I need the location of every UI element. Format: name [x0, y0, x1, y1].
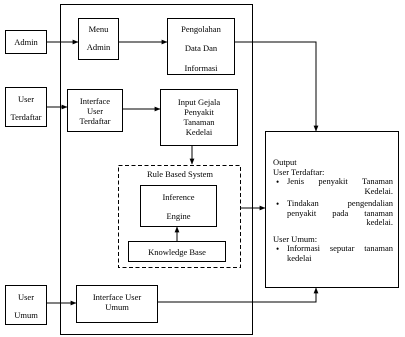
node-inference-line1: Inference — [162, 192, 195, 202]
node-pengolahan-line2: Data Dan — [184, 43, 218, 53]
node-input-gejala-line1: Input Gejala — [177, 97, 221, 107]
node-menu-admin-line2: Admin — [86, 42, 111, 52]
node-input-gejala-line4: Kedelai — [185, 127, 213, 137]
node-menu-admin — [78, 18, 119, 60]
output-item-text: • Jenis penyakit Tanaman — [287, 176, 393, 186]
actor-user-umum — [5, 285, 47, 325]
node-interface-terdaftar-line1: Interface — [79, 96, 111, 106]
output-item-text: kedelai — [287, 252, 312, 263]
node-interface-user-terdaftar — [67, 89, 123, 132]
output-item-text: penyakit pada tanaman — [287, 207, 393, 218]
output-title: Output — [273, 157, 297, 167]
output-item-text: • Tindakan pengendalian — [287, 198, 393, 209]
output-terdaftar-list — [273, 177, 393, 228]
node-knowledge-base — [128, 241, 226, 262]
actor-admin — [5, 30, 47, 54]
node-inference-line2: Engine — [166, 211, 191, 221]
node-interface-user-umum — [76, 285, 158, 323]
node-interface-terdaftar-line2: User — [86, 106, 104, 116]
rule-based-system-label: Rule Based System — [146, 169, 214, 179]
node-output — [265, 131, 399, 288]
output-item-text: kedelai. — [366, 217, 393, 228]
output-terdaftar-item — [273, 177, 393, 196]
output-umum-list — [273, 244, 393, 263]
node-pengolahan-line3: Informasi — [184, 63, 218, 73]
node-pengolahan-line1: Pengolahan — [181, 24, 221, 34]
output-item-text: Kedelai. — [364, 185, 393, 196]
output-terdaftar-heading: User Terdaftar: — [273, 167, 325, 177]
node-interface-umum-line1: Interface User — [92, 292, 142, 302]
actor-user-umum-line2: Umum — [14, 310, 38, 320]
output-item-text: • Informasi seputar tanaman — [287, 243, 393, 253]
arrow-pengolahan-to-output — [235, 42, 316, 131]
node-knowledge-base-label: Knowledge Base — [148, 247, 206, 257]
node-input-gejala — [160, 89, 238, 146]
actor-user-terdaftar — [5, 87, 47, 127]
node-interface-umum-line2: Umum — [105, 302, 129, 312]
arrow-interfaceumum-to-output — [158, 288, 316, 302]
output-umum-item — [273, 244, 393, 263]
actor-admin-label: Admin — [14, 37, 38, 47]
actor-user-umum-line1: User — [17, 292, 35, 302]
node-interface-terdaftar-line3: Terdaftar — [79, 116, 111, 126]
output-terdaftar-item — [273, 199, 393, 228]
actor-user-terdaftar-line1: User — [17, 94, 35, 104]
node-input-gejala-line3: Tanaman — [183, 117, 215, 127]
node-input-gejala-line2: Penyakit — [184, 107, 214, 117]
output-umum-heading: User Umum: — [273, 234, 318, 244]
node-menu-admin-line1: Menu — [88, 24, 109, 34]
actor-user-terdaftar-line2: Terdaftar — [10, 112, 42, 122]
node-inference-engine — [140, 185, 217, 227]
node-pengolahan-data — [167, 18, 235, 75]
